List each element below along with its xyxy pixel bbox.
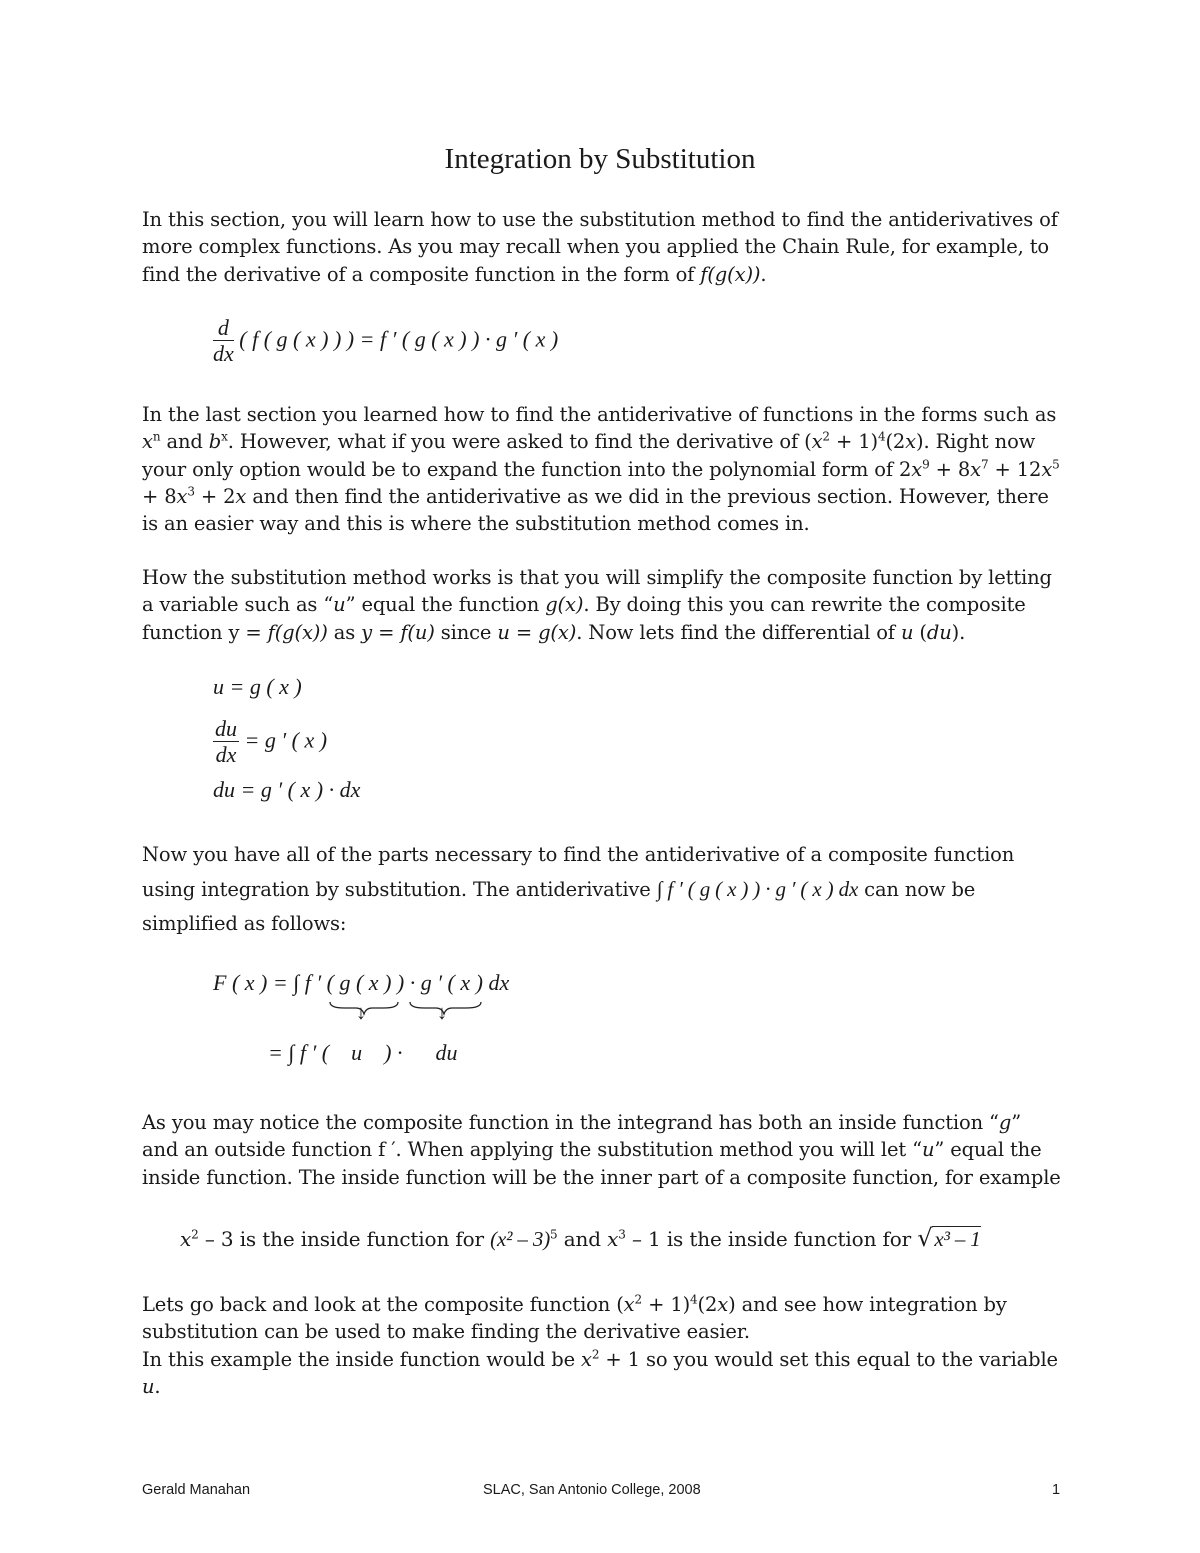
p3-gx: g(x) (545, 593, 584, 617)
p5-text-c: ” equal the inside function. The inside function will be the inner part of a composite function, for example (142, 1138, 1061, 1189)
antiderivative-paragraph (142, 838, 1062, 941)
arrow-down-icon: ↓ (356, 1002, 366, 1024)
p3-text-c: . By doing this you can rewrite the composite function y = (142, 593, 1026, 644)
p2-text-f: (2 (885, 430, 906, 454)
p2-fx: x (905, 430, 917, 454)
substitution-line2: = ∫ f ′ ( u ) · du (268, 1040, 458, 1065)
du-dx-equation (213, 717, 327, 768)
u-definition: u = g ( x ) (213, 674, 302, 699)
p6-exp2: 2 (634, 1292, 643, 1307)
p5-text-a: As you may notice the composite function in the integrand has both an inside function “ (142, 1111, 999, 1134)
underbrace-graphic (326, 1000, 486, 1026)
p2-exp4: 4 (877, 429, 886, 444)
fraction-denominator: dx (213, 341, 234, 366)
p7-u: u (142, 1374, 155, 1398)
p3-y: y (361, 620, 373, 644)
poly-op: + 12 (988, 457, 1042, 481)
poly-term: x (911, 457, 923, 481)
chain-rule-lhs: ( f ( g ( x ) ) ) (239, 326, 355, 352)
intro-fgx: f(g(x)) (700, 262, 761, 286)
p2-hx: x (235, 484, 247, 508)
footer-page-number: 1 (1052, 1482, 1061, 1498)
p5-g: g (998, 1111, 1012, 1134)
p7-text-a: In this example the inside function would be (142, 1347, 582, 1371)
arrow-down-icon: ↓ (437, 1002, 447, 1024)
poly-exp: 9 (922, 457, 930, 472)
p2-text-c: . However, what if you were asked to find the derivative of ( (227, 430, 812, 454)
fraction-denominator: dx (215, 742, 237, 767)
chain-rule-rhs: = f ′ ( g ( x ) ) · g ′ ( x ) (359, 326, 559, 352)
p2-text-g: ). Right now your only option would be to expand the function into the polynomial form of 2 (142, 430, 1036, 481)
p4-text-b: can now be simplified as follows: (142, 878, 976, 935)
p2-x: x (811, 430, 823, 454)
p2-exp2: 2 (822, 429, 830, 444)
chain-rule-equation (213, 316, 558, 367)
p7-text-c: . (154, 1374, 161, 1398)
p3-gx2: g(x) (538, 620, 577, 644)
p3-text-g: = (509, 620, 539, 644)
eq4-text-crest: – 1 is the inside function for (625, 1227, 918, 1251)
eq4-cx: x (607, 1227, 619, 1251)
p6-text-b: + 1) (642, 1293, 691, 1316)
p4-integral: ∫ f ′ ( g ( x ) ) · g ′ ( x ) dx (656, 877, 859, 901)
p6-x2: x (717, 1293, 729, 1316)
d-dx-fraction (213, 316, 234, 367)
p2-xn-exp: n (152, 429, 161, 444)
eq4-x: x (180, 1227, 192, 1251)
p3-text-f: since (434, 620, 498, 644)
du-dx-fraction (213, 717, 239, 768)
poly-op: + 8 (929, 457, 971, 481)
p2-text-b: and (160, 430, 209, 454)
eq4-text-c: and (557, 1227, 608, 1251)
p6-text-a: Lets go back and look at the composite function ( (142, 1293, 624, 1316)
p3-du: du (926, 620, 952, 644)
eq4-text-a: – 3 is the inside function for (198, 1227, 491, 1251)
p3-u3: u (900, 620, 914, 644)
footer-organization: SLAC, San Antonio College, 2008 (483, 1482, 701, 1498)
eq4-exp: 2 (191, 1227, 199, 1242)
eq4-expr: (x² – 3) (490, 1227, 551, 1251)
du-dx-rhs: = g ′ ( x ) (244, 727, 328, 753)
p6-text-d: ) and see how integration by substitution can be used to make finding the derivative easier. (142, 1293, 1007, 1344)
inside-function-paragraph (142, 1109, 1062, 1191)
poly-exp: 5 (1052, 457, 1060, 472)
p2-bx-base: b (208, 430, 222, 454)
footer-author: Gerald Manahan (142, 1482, 251, 1498)
sqrt-icon: √ (917, 1224, 933, 1252)
eq4-radicand: x³ – 1 (934, 1227, 981, 1251)
p3-text-j: ). (951, 620, 966, 644)
eq4-expr-exp: 5 (550, 1227, 558, 1242)
p7-exp2: 2 (591, 1347, 600, 1362)
p3-fgx: f(g(x)) (267, 620, 328, 644)
p2-text-a: In the last section you learned how to find the antiderivative of functions in the forms such as (142, 403, 1057, 426)
example-paragraph (142, 1291, 1062, 1400)
p3-u: u (333, 593, 346, 617)
eq4-cexp: 3 (618, 1227, 626, 1242)
p4-text-a: Now you have all of the parts necessary to find the antiderivative of a composite function using integration by substitution. The antiderivative (142, 843, 1015, 901)
p3-text-a: How the substitution method works is that you will simplify the composite function by letting a variable such as “ (142, 566, 1052, 617)
p7-x: x (581, 1347, 592, 1371)
inside-function-examples (180, 1225, 1080, 1253)
poly-term: x (970, 457, 981, 481)
p6-x1: x (623, 1293, 635, 1316)
p3-text-b: ” equal the function (345, 593, 546, 617)
p3-text-e: = (372, 620, 401, 644)
p3-fu: f(u) (400, 620, 435, 644)
expansion-paragraph (142, 401, 1062, 537)
fraction-numerator: du (215, 716, 237, 741)
p5-text-b: ” and an outside function f ′. When applying the substitution method you will let “ (142, 1111, 1022, 1162)
p3-u2: u (497, 620, 510, 644)
fraction-numerator: d (213, 316, 234, 341)
p2-text-e: + 1) (829, 430, 878, 454)
page-title: Integration by Substitution (444, 143, 756, 175)
poly-op: + 8 (142, 484, 177, 508)
poly-exp: 3 (187, 484, 195, 499)
p3-text-h: . Now lets find the differential of (576, 620, 901, 644)
p2-bx-exp: x (221, 429, 228, 444)
p6-text-c: (2 (697, 1293, 718, 1316)
substitution-paragraph (142, 564, 1062, 646)
du-equation: du = g ′ ( x ) · dx (213, 777, 361, 802)
poly-exp: 7 (981, 457, 989, 472)
intro-end: . (760, 262, 767, 286)
p5-u: u (921, 1138, 935, 1162)
poly-op: + 2 (194, 484, 236, 508)
p7-text-b: + 1 so you would set this equal to the variable (599, 1347, 1058, 1371)
intro-text: In this section, you will learn how to use the substitution method to find the antiderivatives of more complex functions. As you may recall when you applied the Chain Rule, for example, to find the derivative of a composite function in the form of (142, 208, 1058, 286)
p3-text-i: ( (913, 620, 927, 644)
p3-text-d: as (327, 620, 362, 644)
poly-term: x (1041, 457, 1053, 481)
intro-paragraph (142, 206, 1062, 288)
poly-term: x (176, 484, 188, 508)
p6-exp4: 4 (690, 1292, 698, 1307)
p2-text-h: and then find the antiderivative as we did in the previous section. However, there is an easier way and this is where the substitution method comes in. (142, 484, 1049, 536)
p2-xn-base: x (142, 430, 153, 454)
substitution-line1: F ( x ) = ∫ f ′ ( g ( x ) ) · g ′ ( x ) dx (213, 970, 510, 995)
